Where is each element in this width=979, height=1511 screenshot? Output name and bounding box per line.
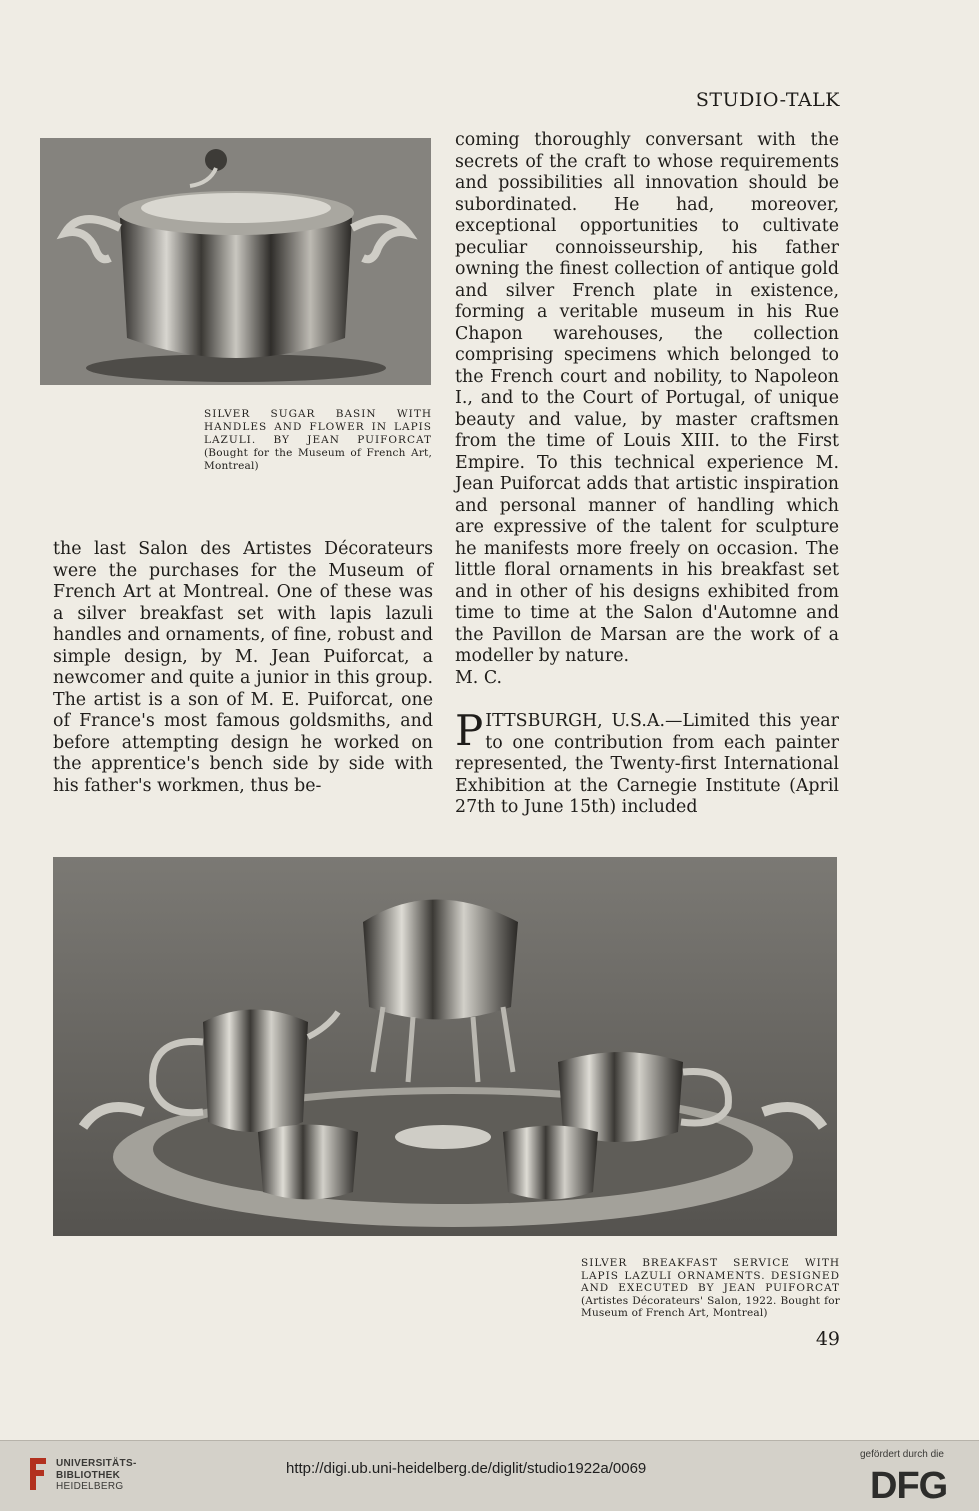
funding-label: gefördert durch die <box>860 1449 944 1460</box>
caption-note: (Artistes Décorateurs' Salon, 1922. Bought for Museum of French Art, Montreal) <box>581 1294 840 1319</box>
permalink-url[interactable]: http://digi.ub.uni-heidelberg.de/diglit/studio1922a/0069 <box>286 1460 647 1477</box>
library-name-line: HEIDELBERG <box>56 1481 124 1492</box>
sugar-basin-illustration <box>40 138 431 385</box>
sugar-basin-photo <box>40 138 431 385</box>
left-column <box>53 539 433 797</box>
drop-cap: P <box>455 706 484 755</box>
caption-title: SILVER SUGAR BASIN WITH HANDLES AND FLOWER IN LAPIS LAZULI. BY JEAN PUIFORCAT <box>204 408 432 446</box>
library-name-line: UNIVERSITÄTS- <box>56 1458 137 1469</box>
caption-note: (Bought for the Museum of French Art, Montreal) <box>204 447 432 472</box>
pittsburgh-section <box>455 706 839 819</box>
author-signature: M. C. <box>455 667 503 688</box>
running-title: STUDIO-TALK <box>695 89 840 111</box>
library-name-line: BIBLIOTHEK <box>56 1469 121 1481</box>
caption-title: SILVER BREAKFAST SERVICE WITH LAPIS LAZULI ORNAMENTS. DESIGNED AND EXECUTED BY JEAN PUIFORCAT <box>581 1257 840 1294</box>
left-paragraph: the last Salon des Artistes Décorateurs were the purchases for the Museum of French Art at Montreal. One of these was a silver breakfast set with lapis lazuli handles and ornaments, of fine, robust and simple design, by M. Jean Puiforcat, a newcomer and quite a junior in this group. The artist is a son of M. E. Puiforcat, one of France's most famous goldsmiths, and before attempting design he worked on the apprentice's bench side by side with his father's workmen, thus be- <box>53 539 433 796</box>
breakfast-service-photo <box>53 857 837 1236</box>
breakfast-service-illustration <box>53 857 837 1236</box>
pittsburgh-text: ITTSBURGH, U.S.A.—Limited this year to one contribution from each painter represented, the Twenty-first International Exhibition at the Carnegie Institute (April 27th to June 15th) included <box>455 711 839 817</box>
page-number: 49 <box>815 1328 840 1350</box>
right-paragraph: coming thoroughly conversant with the secrets of the craft to whose requirements and possibilities all innovation should be subordinated. He had, moreover, exceptional opportunities to cultivate peculiar connoisseurship, his father owning the finest collection of antique gold and silver French plate in existence, forming a veritable museum in his Rue Chapon warehouses, the collection comprising specimens which belonged to the French court and nobility, to Napoleon I., and to the Court of Portugal, of unique beauty and value, by master craftsmen from the time of Louis XIII. to the First Empire. To this technical experience M. Jean Puiforcat adds that artistic inspiration and personal manner of handling which are expressive of the talent for sculpture he manifests more freely on occasion. The little floral ornaments in his breakfast set and in other of his designs exhibited from time to time at the Salon d'Automne and the Pavillon de Marsan are the work of a modeller by nature. <box>455 130 839 666</box>
library-name <box>56 1458 137 1493</box>
viewer-footer <box>0 1440 979 1511</box>
dfg-logo: DFG <box>870 1465 948 1507</box>
breakfast-service-caption <box>581 1257 840 1320</box>
sugar-basin-caption <box>204 408 432 473</box>
right-column <box>455 130 839 819</box>
university-library-logo-icon <box>26 1456 50 1492</box>
